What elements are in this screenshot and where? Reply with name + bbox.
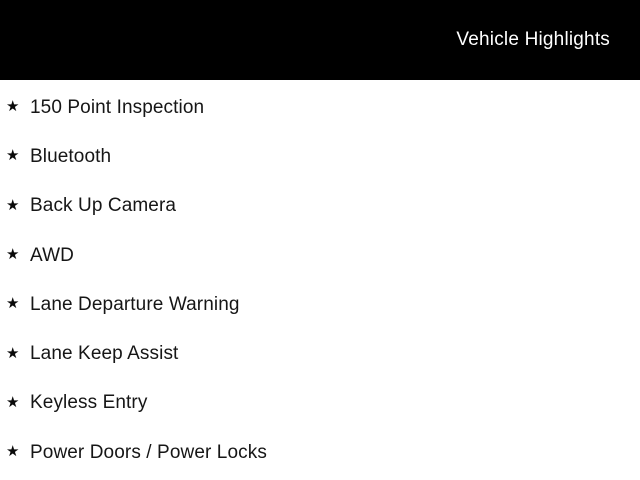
highlight-item [0,132,640,181]
highlight-label: Keyless Entry [30,392,148,414]
header-bar [0,0,640,80]
star-icon: ★ [6,98,20,116]
highlight-label: Bluetooth [30,145,112,167]
star-icon: ★ [6,295,20,313]
highlight-label: Back Up Camera [30,195,177,217]
highlight-item [0,379,640,428]
highlight-item [0,428,640,477]
highlight-label: Lane Keep Assist [30,343,179,365]
highlight-item [0,280,640,329]
highlight-label: AWD [30,244,74,266]
highlight-item [0,231,640,280]
vehicle-highlights-list [0,83,640,477]
highlight-item [0,83,640,132]
highlight-label: Lane Departure Warning [30,293,240,315]
star-icon: ★ [6,147,20,165]
star-icon: ★ [6,196,20,214]
highlight-label: 150 Point Inspection [30,96,205,118]
star-icon: ★ [6,246,20,264]
highlight-label: Power Doors / Power Locks [30,441,267,463]
page-title: Vehicle Highlights [456,29,610,50]
star-icon: ★ [6,443,20,461]
star-icon: ★ [6,393,20,411]
highlight-item [0,329,640,378]
highlight-item [0,182,640,231]
star-icon: ★ [6,344,20,362]
